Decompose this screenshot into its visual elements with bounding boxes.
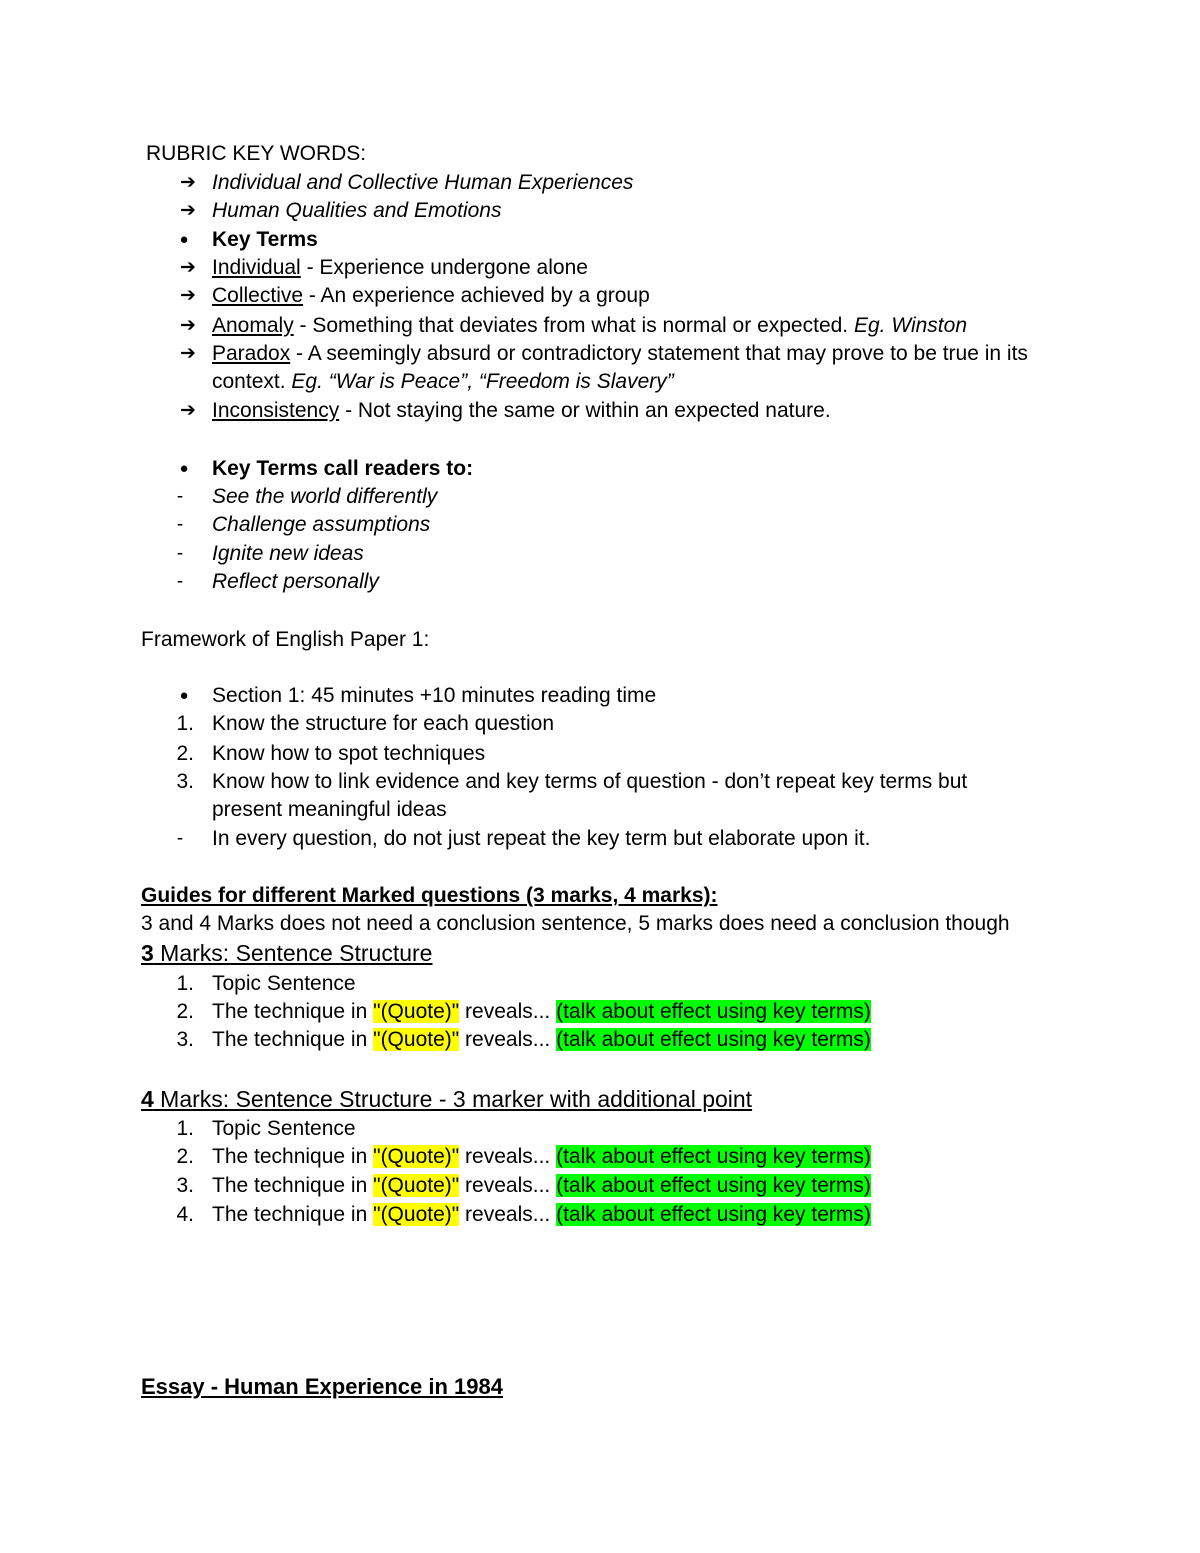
dash-marker: -	[176, 571, 184, 592]
list-number: 2.	[176, 742, 194, 765]
term-paradox	[212, 340, 1028, 368]
term-word: Inconsistency	[212, 399, 340, 422]
call-heading: Key Terms call readers to:	[212, 457, 474, 480]
rubric-item: Individual and Collective Human Experiences	[212, 171, 634, 194]
technique-line	[212, 1172, 871, 1200]
marks-number: 3	[141, 940, 154, 966]
dash-marker: -	[176, 486, 184, 507]
term-word: Collective	[212, 284, 304, 307]
effect-highlight: (talk about effect using key terms)	[556, 1203, 871, 1226]
arrow-icon: ➔	[180, 343, 196, 364]
rubric-item: Human Qualities and Emotions	[212, 199, 502, 222]
technique-line	[212, 998, 871, 1026]
term-definition: - Something that deviates from what is normal or expected.	[293, 314, 854, 337]
rubric-title: RUBRIC KEY WORDS:	[146, 142, 367, 165]
list-number: 3.	[176, 1174, 194, 1197]
term-definition: - Experience undergone alone	[300, 256, 588, 279]
three-marks-heading	[141, 939, 432, 967]
technique-line	[212, 1026, 871, 1054]
reveals-text: reveals...	[459, 1174, 557, 1197]
four-marks-heading	[141, 1085, 752, 1113]
call-item: Challenge assumptions	[212, 513, 431, 536]
framework-step: Know how to spot techniques	[212, 742, 486, 765]
term-inconsistency	[212, 397, 831, 425]
framework-title: Framework of English Paper 1:	[141, 628, 430, 651]
quote-highlight: "(Quote)"	[373, 1000, 460, 1023]
framework-section: Section 1: 45 minutes +10 minutes reading time	[212, 684, 657, 707]
call-item: See the world differently	[212, 485, 438, 508]
marks-title: Marks: Sentence Structure - 3 marker with additional point	[153, 1086, 753, 1112]
bullet-icon: ●	[179, 687, 189, 704]
technique-line	[212, 1201, 871, 1229]
term-individual	[212, 254, 588, 282]
list-number: 2.	[176, 1000, 194, 1023]
marks-title: Marks: Sentence Structure	[153, 940, 433, 966]
call-item: Reflect personally	[212, 570, 379, 593]
bullet-icon: ●	[179, 231, 189, 248]
dash-marker: -	[176, 543, 184, 564]
reveals-text: reveals...	[459, 1028, 557, 1051]
effect-highlight: (talk about effect using key terms)	[556, 1028, 871, 1051]
key-terms-heading: Key Terms	[212, 228, 318, 251]
arrow-icon: ➔	[180, 400, 196, 421]
term-anomaly	[212, 312, 967, 340]
reveals-text: reveals...	[459, 1145, 557, 1168]
quote-highlight: "(Quote)"	[373, 1145, 460, 1168]
term-collective	[212, 282, 650, 310]
effect-highlight: (talk about effect using key terms)	[556, 1145, 871, 1168]
term-definition: - A seemingly absurd or contradictory statement that may prove to be true in its	[290, 342, 1028, 365]
term-continuation: context.	[212, 370, 292, 393]
framework-note: In every question, do not just repeat the key term but elaborate upon it.	[212, 827, 871, 850]
term-definition: - An experience achieved by a group	[303, 284, 650, 307]
arrow-icon: ➔	[180, 257, 196, 278]
framework-step: Know how to link evidence and key terms of question - don’t repeat key terms but	[212, 770, 968, 793]
technique-prefix: The technique in	[212, 1145, 374, 1168]
term-word: Individual	[212, 256, 301, 279]
technique-prefix: The technique in	[212, 1000, 374, 1023]
reveals-text: reveals...	[459, 1203, 557, 1226]
term-paradox-continued	[212, 368, 674, 396]
framework-step-continued: present meaningful ideas	[212, 798, 447, 821]
guides-heading: Guides for different Marked questions (3 marks, 4 marks):	[141, 884, 718, 907]
dash-marker: -	[176, 514, 184, 535]
arrow-icon: ➔	[180, 200, 196, 221]
arrow-icon: ➔	[180, 172, 196, 193]
arrow-icon: ➔	[180, 285, 196, 306]
bullet-icon: ●	[179, 460, 189, 477]
quote-highlight: "(Quote)"	[373, 1203, 460, 1226]
list-number: 3.	[176, 1028, 194, 1051]
technique-prefix: The technique in	[212, 1203, 374, 1226]
term-example: Eg. Winston	[853, 314, 967, 337]
effect-highlight: (talk about effect using key terms)	[556, 1000, 871, 1023]
term-example: Eg. “War is Peace”, “Freedom is Slavery”	[291, 370, 674, 393]
quote-highlight: "(Quote)"	[373, 1028, 460, 1051]
essay-title: Essay - Human Experience in 1984	[141, 1374, 503, 1399]
technique-prefix: The technique in	[212, 1028, 374, 1051]
call-item: Ignite new ideas	[212, 542, 364, 565]
effect-highlight: (talk about effect using key terms)	[556, 1174, 871, 1197]
list-number: 1.	[176, 972, 194, 995]
guides-note: 3 and 4 Marks does not need a conclusion sentence, 5 marks does need a conclusion though	[141, 912, 1010, 935]
framework-step: Know the structure for each question	[212, 712, 555, 735]
term-definition: - Not staying the same or within an expected nature.	[339, 399, 831, 422]
arrow-icon: ➔	[180, 315, 196, 336]
dash-marker: -	[176, 828, 184, 849]
topic-sentence: Topic Sentence	[212, 972, 356, 995]
list-number: 3.	[176, 770, 194, 793]
list-number: 1.	[176, 712, 194, 735]
reveals-text: reveals...	[459, 1000, 557, 1023]
list-number: 1.	[176, 1117, 194, 1140]
term-word: Anomaly	[212, 314, 294, 337]
list-number: 2.	[176, 1145, 194, 1168]
technique-line	[212, 1143, 871, 1171]
technique-prefix: The technique in	[212, 1174, 374, 1197]
list-number: 4.	[176, 1203, 194, 1226]
quote-highlight: "(Quote)"	[373, 1174, 460, 1197]
term-word: Paradox	[212, 342, 291, 365]
topic-sentence: Topic Sentence	[212, 1117, 356, 1140]
marks-number: 4	[141, 1086, 154, 1112]
